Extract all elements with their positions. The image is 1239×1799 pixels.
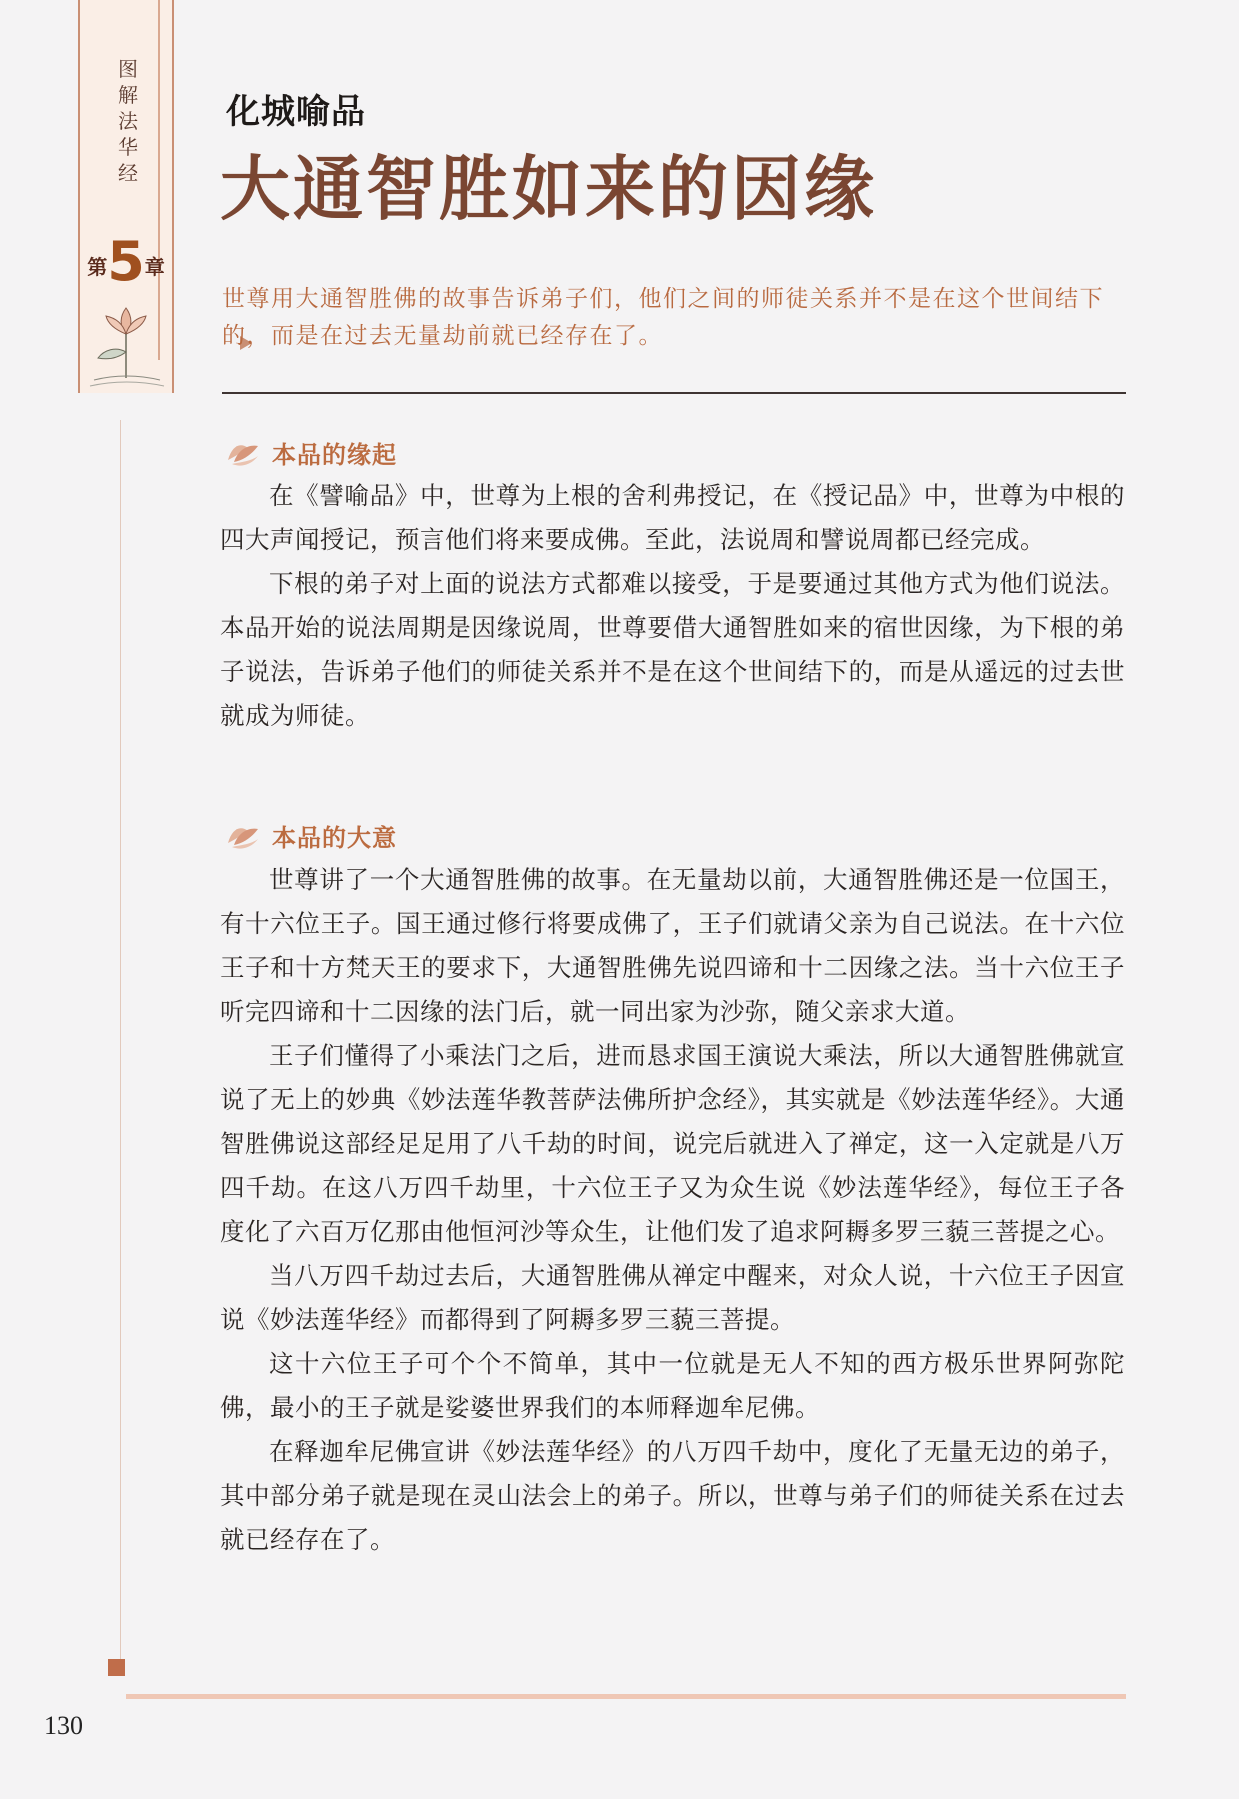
- section-body-origin: [220, 474, 1125, 738]
- paragraph: 下根的弟子对上面的说法方式都难以接受，于是要通过其他方式为他们说法。本品开始的说法周期是因缘说周，世尊要借大通智胜如来的宿世因缘，为下根的弟子说法，告诉弟子他们的师徒关系并不是在这个世间结下的，而是从遥远的过去世就成为师徒。: [220, 569, 1125, 730]
- paragraph: 当八万四千劫过去后，大通智胜佛从禅定中醒来，对众人说，十六位王子因宣说《妙法莲华经》而都得到了阿耨多罗三藐三菩提。: [220, 1261, 1125, 1334]
- section-heading-origin: [222, 432, 397, 472]
- book-title-char: 经: [118, 161, 138, 185]
- chapter-number: 5: [107, 230, 145, 293]
- paragraph: 在释迦牟尼佛宣讲《妙法莲华经》的八万四千劫中，度化了无量无边的弟子，其中部分弟子就是现在灵山法会上的弟子。所以，世尊与弟子们的师徒关系在过去就已经存在了。: [220, 1437, 1125, 1554]
- book-title-char: 华: [118, 135, 138, 159]
- left-margin-line: [120, 420, 121, 1670]
- footer-band: [126, 1694, 1126, 1699]
- paragraph: 王子们懂得了小乘法门之后，进而恳求国王演说大乘法，所以大通智胜佛就宣说了无上的妙典《妙法莲华教菩萨法佛所护念经》，其实就是《妙法莲华经》。大通智胜佛说这部经足足用了八千劫的时间，说完后就进入了禅定，这一入定就是八万四千劫。在这八万四千劫里，十六位王子又为众生说《妙法莲华经》，每位王子各度化了六百万亿那由他恒河沙等众生，让他们发了追求阿耨多罗三藐三菩提之心。: [220, 1041, 1125, 1246]
- section-title: 本品的大意: [272, 823, 397, 852]
- book-title-char: 法: [118, 109, 138, 133]
- lotus-bullet-icon: [222, 432, 264, 472]
- book-title-char: 解: [118, 83, 138, 107]
- header-divider: [222, 392, 1126, 394]
- paragraph: 这十六位王子可个个不简单，其中一位就是无人不知的西方极乐世界阿弥陀佛，最小的王子就是娑婆世界我们的本师释迦牟尼佛。: [220, 1349, 1125, 1422]
- book-title-vertical: [110, 56, 146, 186]
- chapter-label: [80, 230, 172, 293]
- page-title: 大通智胜如来的因缘: [220, 147, 877, 230]
- book-title-char: 图: [118, 57, 138, 81]
- chapter-side-tab: [78, 0, 174, 393]
- intro-summary: 世尊用大通智胜佛的故事告诉弟子们，他们之间的师徒关系并不是在这个世间结下的，而是在过去无量劫前就已经存在了。: [222, 286, 1104, 349]
- page-number: 130: [44, 1711, 83, 1740]
- chapter-suffix: 章: [144, 255, 165, 279]
- lotus-illustration-icon: [86, 300, 166, 390]
- section-body-summary: [220, 858, 1125, 1562]
- section-title: 本品的缘起: [272, 440, 397, 469]
- paragraph: 世尊讲了一个大通智胜佛的故事。在无量劫以前，大通智胜佛还是一位国王，有十六位王子。国王通过修行将要成佛了，王子们就请父亲为自己说法。在十六位王子和十方梵天王的要求下，大通智胜佛先说四谛和十二因缘之法。当十六位王子听完四谛和十二因缘的法门后，就一同出家为沙弥，随父亲求大道。: [220, 865, 1125, 1026]
- paragraph: 在《譬喻品》中，世尊为上根的舍利弗授记，在《授记品》中，世尊为中根的四大声闻授记，预言他们将来要成佛。至此，法说周和譬说周都已经完成。: [220, 481, 1125, 554]
- section-heading-summary: [222, 815, 397, 855]
- chapter-prefix: 第: [87, 255, 108, 279]
- footer-square-marker: [108, 1659, 125, 1676]
- chapter-subtitle: 化城喻品: [226, 92, 366, 132]
- lotus-bullet-icon: [222, 815, 264, 855]
